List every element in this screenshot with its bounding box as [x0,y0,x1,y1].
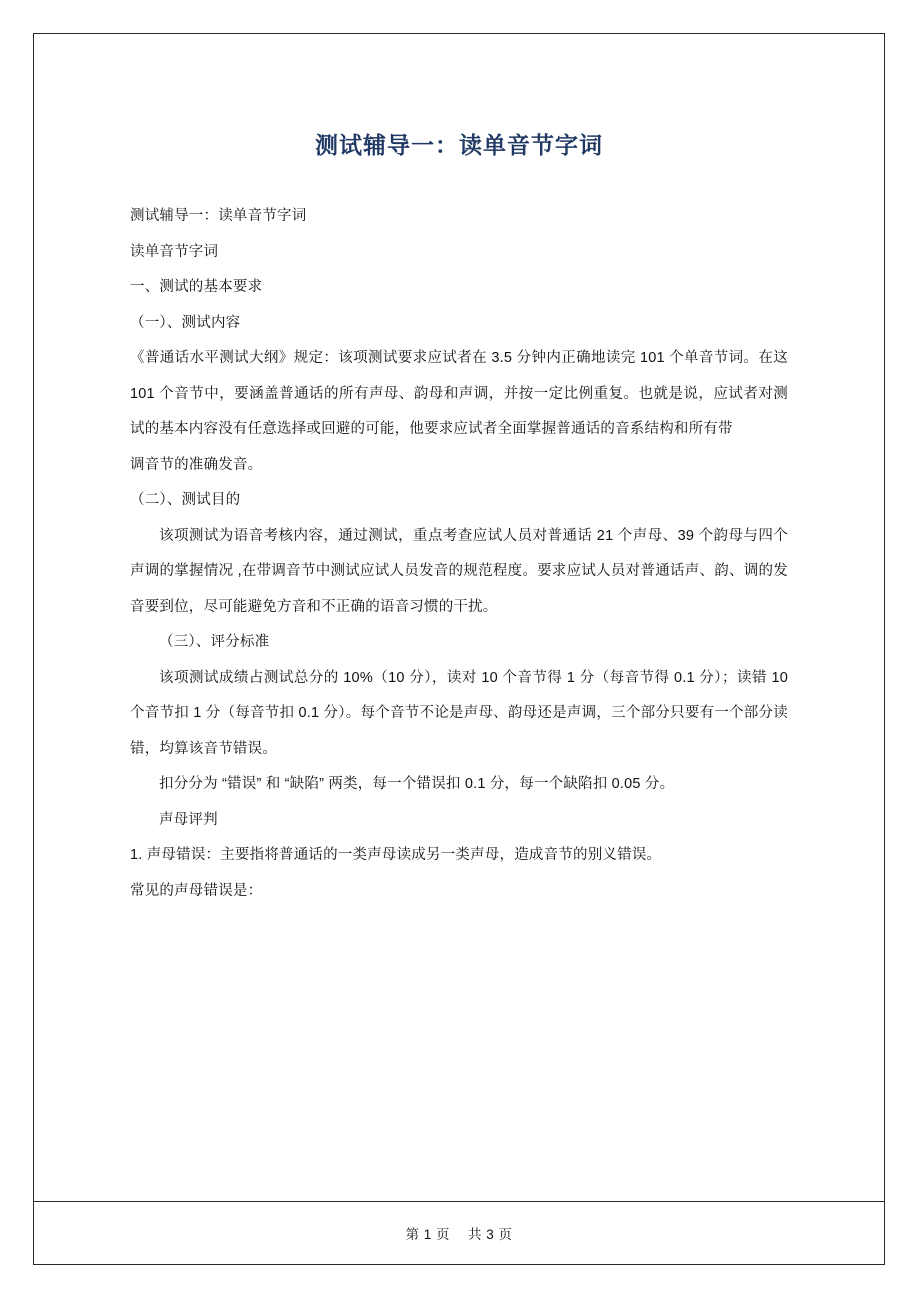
paragraph-2: 读单音节字词 [130,243,219,260]
page-content [34,34,884,1264]
page-footer [34,1201,884,1264]
paragraph-8: 该项测试为语音考核内容，通过测试，重点考查应试人员对普通话 21 个声母、39 个韵母与四个声调的掌握情况 ,在带调音节中测试应试人员发音的规范程度。要求应试人员对普通话声、韵、调的发音要到位，尽可能避免方音和不正确的语音习惯的干扰。 [130,527,788,615]
paragraph-13: 1. 声母错误：主要指将普通话的一类声母读成另一类声母，造成音节的别义错误。 [130,847,662,864]
page-title: 测试辅导一：读单音节字词 [315,132,603,158]
paragraph-7: （二）、测试目的 [130,492,241,509]
paragraph-10: 该项测试成绩占测试总分的 10%（10 分），读对 10 个音节得 1 分（每音节得 0.1 分）；读错 10 个音节扣 1 分（每音节扣 0.1 分）。每个音节不论是声母、韵母还是声调，三个部分只要有一个部分读错，均算该音节错误。 [130,669,788,757]
paragraph-5: 《普通话水平测试大纲》规定：该项测试要求应试者在 3.5 分钟内正确地读完 101 个单音节词。在这 101 个音节中，要涵盖普通话的所有声母、韵母和声调，并按一定比例重复。也就是说，应试者对测试的基本内容没有任意选择或回避的可能，他要求应试者全面掌握普通话的音系结构和所有带 [130,350,788,438]
paragraph-9: （三）、评分标准 [159,634,270,651]
paragraph-1: 测试辅导一：读单音节字词 [130,208,307,225]
paragraph-4: （一）、测试内容 [130,314,241,331]
paragraph-6: 调音节的准确发音。 [130,456,263,473]
paragraph-11: 扣分分为 “错误” 和 “缺陷” 两类，每一个错误扣 0.1 分，每一个缺陷扣 0.05 分。 [159,776,675,793]
document-body [34,161,884,909]
paragraph-3: 一、测试的基本要求 [130,279,263,296]
paragraph-12: 声母评判 [159,811,218,828]
footer-current-page: 第 1 页 [405,1227,450,1242]
footer-total-pages: 共 3 页 [468,1227,513,1242]
paragraph-14: 常见的声母错误是： [130,882,263,899]
document-page [33,33,885,1265]
